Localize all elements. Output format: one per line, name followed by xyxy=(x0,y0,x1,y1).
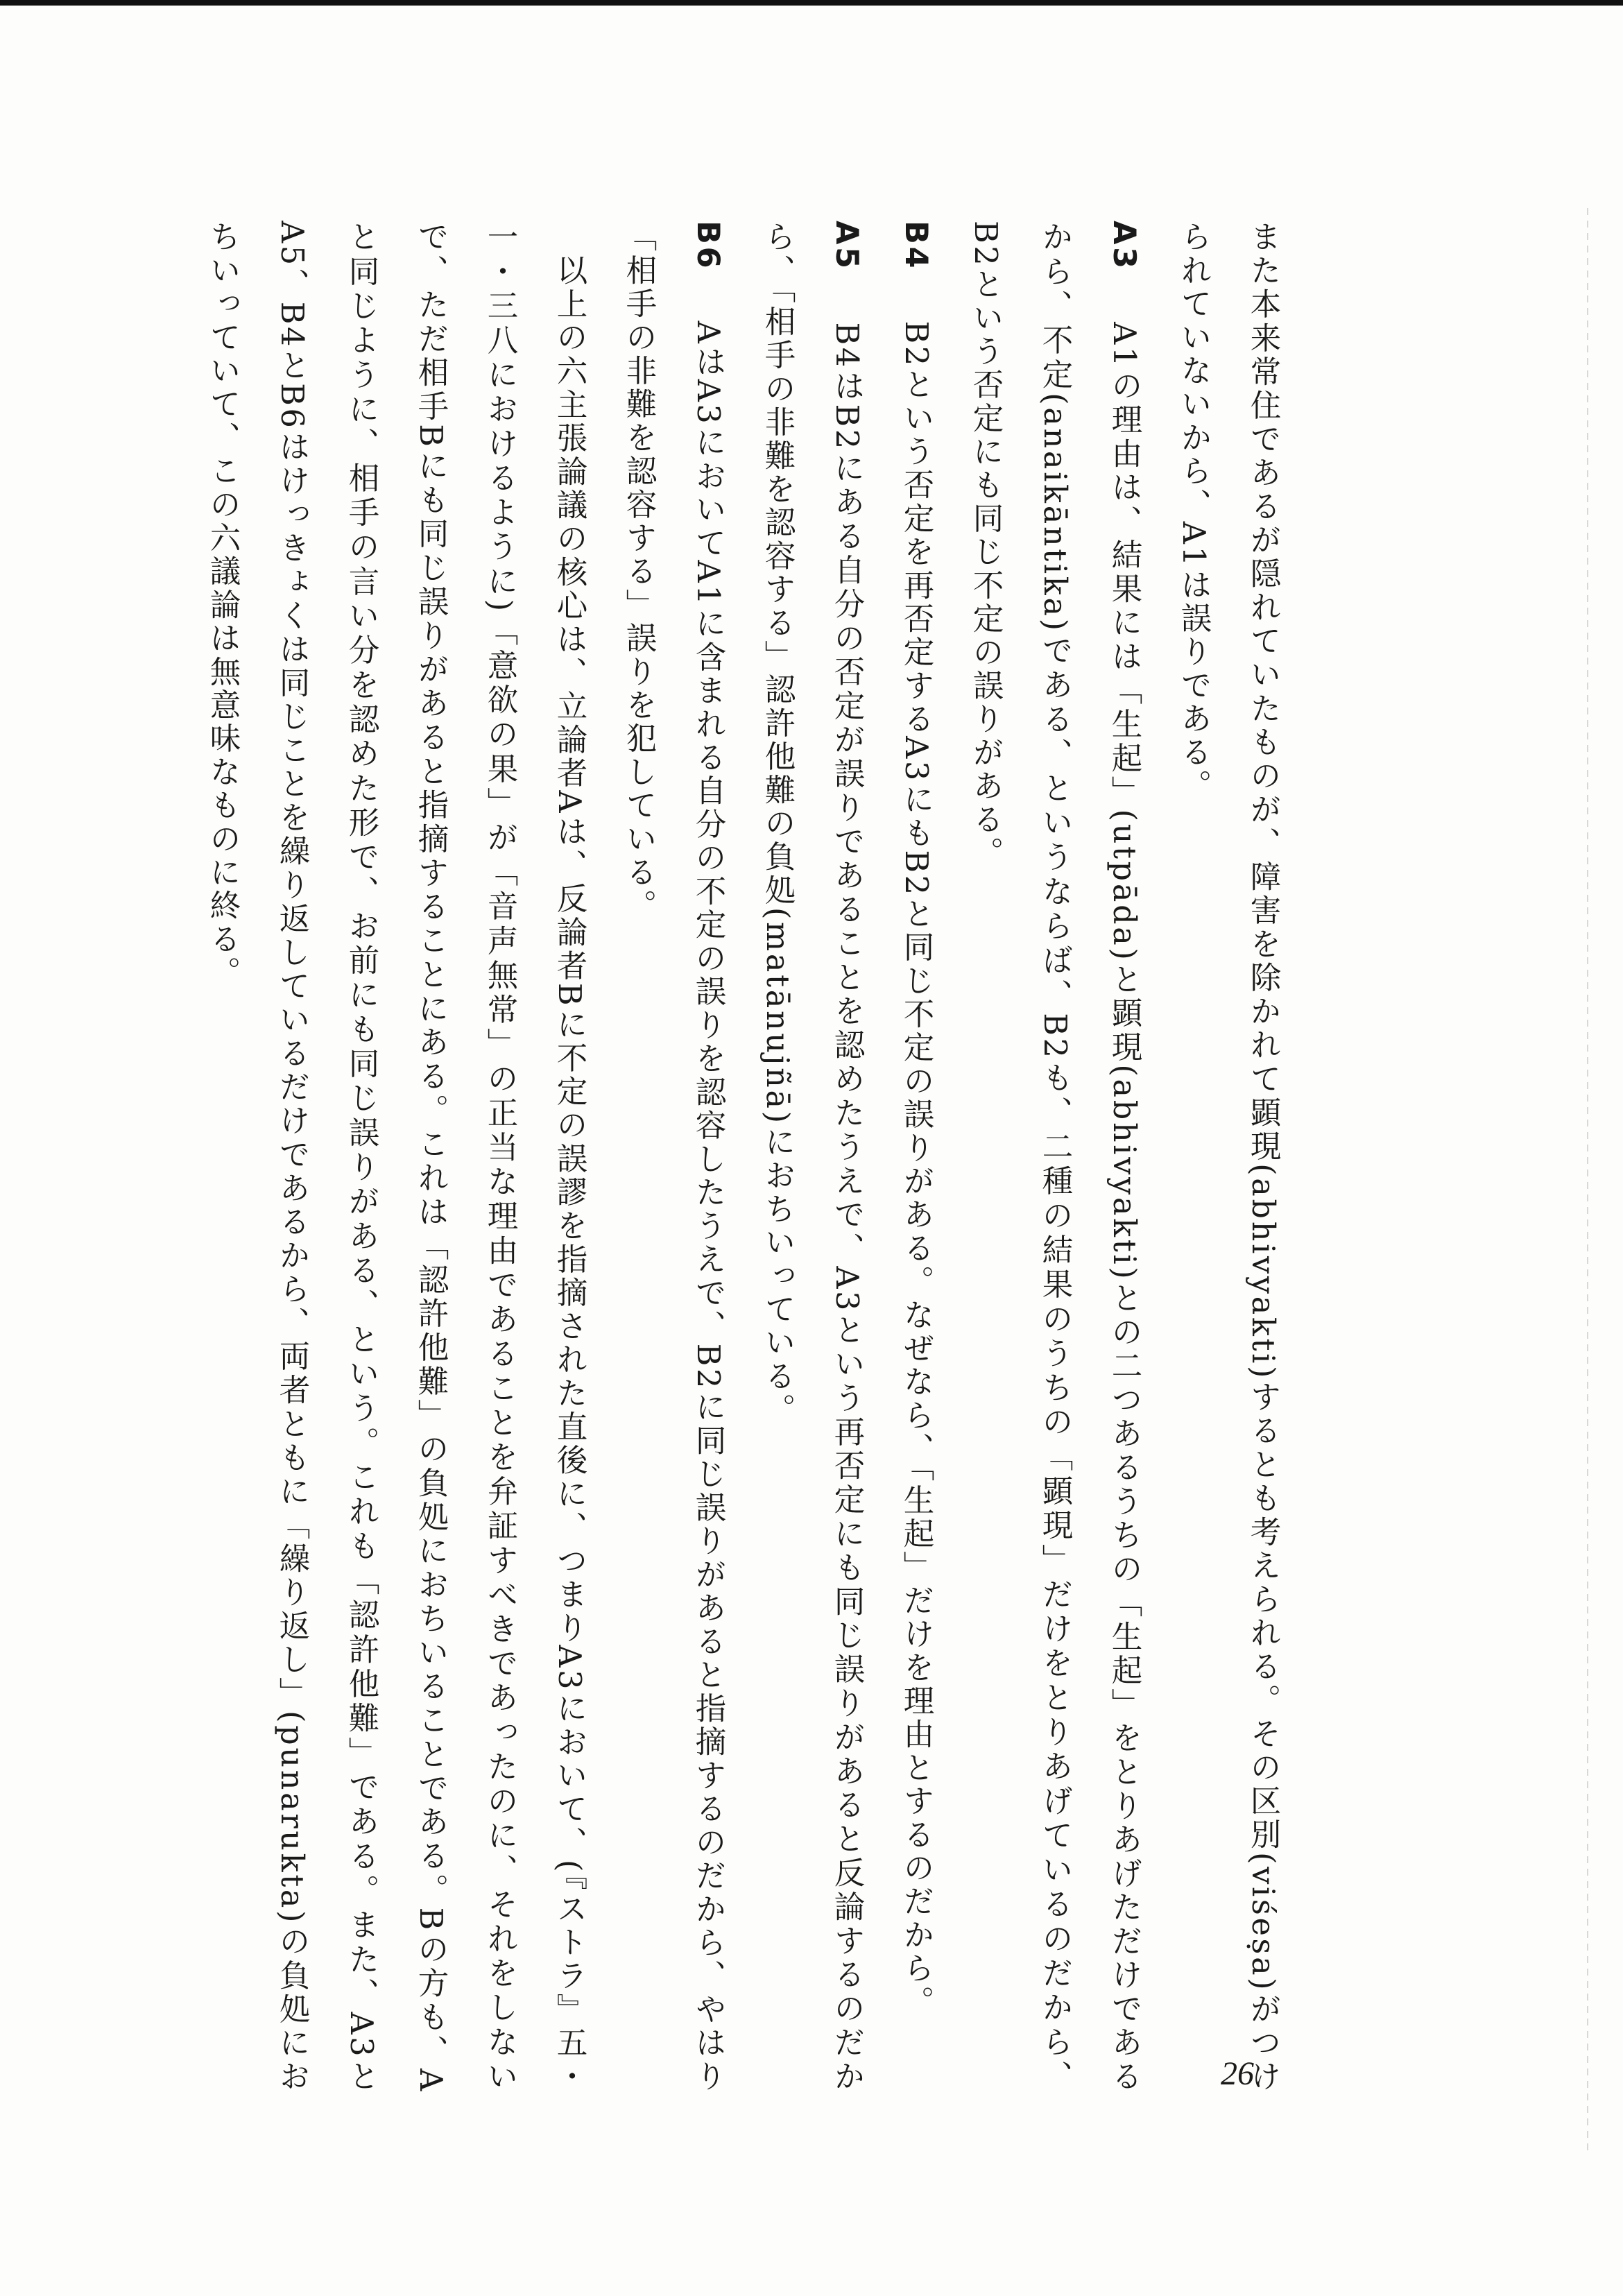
paragraph-text: 以上の六主張論議の核心は、立論者Aは、反論者Bに不定の誤謬を指摘された直後に、つまりA3において、(『ストラ』五・一・三八におけるように)「意欲の果」が「音声無常」の正当な理由であることを弁証すべきであったのに、それをしないで、ただ相手Bにも同じ誤りがあると指摘することにある。これは「認許他難」の負処におちいることである。Bの方も、Aと同じように、相手の言い分を認めた形で、お前にも同じ誤りがある、という。これも「認許他難」である。また、A3とA5、B4とB6はけっきょくは同じことを繰り返しているだけであるから、両者ともに「繰り返し」(punarukta)の負処におちいっていて、この六議論は無意味なものに終る。 xyxy=(205,221,587,2093)
paragraph xyxy=(201,221,603,2093)
page-edge-shadow xyxy=(1587,208,1588,2150)
paragraph xyxy=(950,221,1158,2093)
paragraph-text: B4はB2にある自分の否定が誤りであることを認めたうえで、A3という再否定にも同じ誤りがあると反論するのだから、「相手の非難を認容する」認許他難の負処(matānujñā)におちいっている。 xyxy=(759,221,864,2093)
paragraph-text: また本来常住であるが隠れていたものが、障害を除かれて顕現(abhivyakti)するとも考えられる。その区別(viśeṣa)がつけられていないから、A1は誤りである。 xyxy=(1176,221,1280,2093)
paragraph-label: A5 xyxy=(829,221,864,271)
paragraph-text: AはA3においてA1に含まれる自分の不定の誤りを認容したうえで、B2に同じ誤りがあると指摘するのだから、やはり「相手の非難を認容する」誤りを犯している。 xyxy=(621,221,725,2093)
paragraph-label: B6 xyxy=(690,221,725,271)
paragraph xyxy=(603,221,742,2093)
paragraph-text: B2という否定を再否定するA3にもB2と同じ不定の誤りがある。なぜなら、「生起」だけを理由とするのだから。 xyxy=(898,320,934,2019)
paragraph-text: A1の理由は、結果には「生起」(utpāda)と顕現(abhivyakti)との二つあるうちの「生起」をとりあげただけであるから、不定(anaikāntika)である、というならば、B2も、二種の結果のうちの「顕現」だけをとりあげているのだから、B2という否定にも同じ不定の誤りがある。 xyxy=(968,221,1142,2093)
paragraph xyxy=(742,221,881,2093)
scan-border xyxy=(0,0,1623,6)
page-number: 26 xyxy=(1221,2055,1254,2092)
paragraph xyxy=(881,221,950,2093)
paragraph xyxy=(1158,221,1297,2093)
paragraph-label: A3 xyxy=(1106,221,1142,271)
paragraph-label: B4 xyxy=(898,221,934,271)
vertical-text-body xyxy=(201,221,1297,2093)
